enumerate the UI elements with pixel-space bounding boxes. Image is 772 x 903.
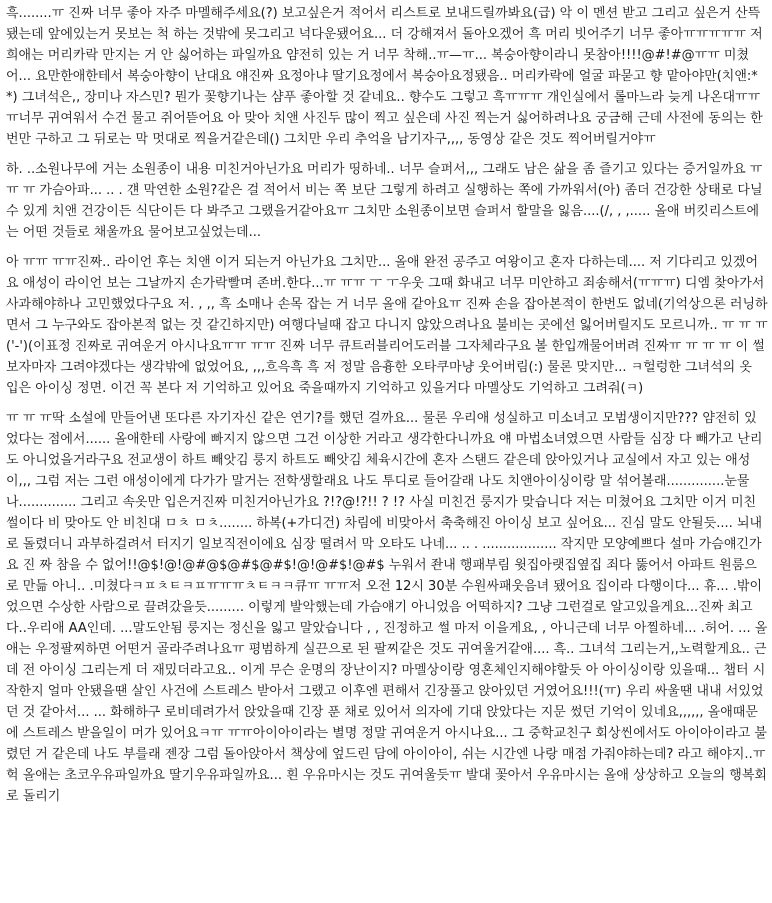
paragraph-3: 아 ㅠㅠ ㅠㅠ진짜.. 라이언 후는 치앤 이거 되는거 아닌가요 그치만... 올애 완전 공주고 여왕이고 혼자 다하는데.... 저 기다리고 있겠어요 애성이 라이언 보는 그날까지 손가락빨며 존버.한다...ㅠ ㅠㅠ ㅜ ㅜ우웃 그때 화내고 너무 미안하고 죄송해서(ㅠㅠㅠ) 디엠 찾아가서 사과해야하나 고민했었다구요 저. , ,, 흑 소매나 손목 잡는 거 너무 올애 같아요ㅠ 진짜 손을 잡아본적이 한번도 없네(기억상으론 러닝하면서 그 누구와도 잡아본적 없는 것 같긴하지만) 여행다닐때 잡고 다니지 않았으려나요 불비는 곳에선 잃어버릴지도 모르니까.. ㅠ ㅠ ㅠ ('-')(이표정 진짜로 귀여운거 아시나요ㅠㅠ ㅠㅠ 진짜 너무 큐트러블리어도러블 그자체라구요 볼 한입깨물어버려 진짜ㅠ ㅠ ㅠ ㅠ 이 썰 보자마자 그려야겠다는 생각밖에 없었어요, ,,,흐윽흑 흑 저 정말 음흉한 오타쿠마냥 웃어버림(:) 물론 맞지만... ㅋ헐렁한 그녀석의 옷 입은 아이싱 정면. 이건 꼭 본다 저 기억하고 있어요 죽을때까지 기억하고 있을거다 마멜상도 기억하고 그려줘(ㅋ)	[6, 255, 768, 396]
paragraph-1: 흑........ㅠ 진짜 너무 좋아 자주 마멜해주세요(?) 보고싶은거 적어서 리스트로 보내드릴까봐요(급) 악 이 멘션 받고 그리고 싶은거 산뜩 됐는데 앞에있는거 못보는 척 하는 것밖에 못그리고 넉다운됐어요... 더 강해져서 돌아오겠어 흑 머리 빗어주기 너무 좋아ㅠㅠㅠㅠㅠ 저희애는 머리카락 만지는 거 안 싫어하는 파일까요 얌전히 있는 거 너무 착해..ㅠ—ㅠ... 복숭아향이라니 못참아!!!!@#!#@ㅠㅠ 미쳤어... 요만한애한테서 복숭아향이 난대요 얘진짜 요정아냐 딸기요정에서 복숭아요정됐음.. 머리카락에 얼굴 파묻고 향 맡아야만(치앤:**) 그녀석은,, 장미나 자스민? 뭔가 꽃향기나는 샴푸 좋아할 것 같네요.. 향수도 그렇고 흑ㅠㅠㅠ 개인실에서 롤마느라 늦게 나온대ㅠㅠㅠ너무 귀여워서 수건 물고 쥐어뜯어요 아 맞아 치앤 사진두 많이 찍고 싶은데 사진 찍는거 싫어하려나요 궁금해 근데 사전에 동의는 한번만 구하고 그 뒤로는 막 멋대로 찍을거같은데() 그치만 우리 추억을 남기자구,,,, 동영상 같은 것도 찍어버릴거야ㅠ	[6, 6, 763, 147]
paragraph-2: 하. ..소원나무에 거는 소원종이 내용 미친거아닌가요 머리가 띵하네.. 너무 슬퍼서,,, 그래도 남은 삶을 좀 즐기고 있다는 증거일까요 ㅠㅠ ㅠ 가슴아파... .. . 걘 막연한 소원?같은 걸 적어서 비는 쪽 보단 그렇게 하려고 실행하는 쪽에 가까워서(아) 좀더 건강한 상태로 다닐수 있게 치앤 건강이든 식단이든 다 봐주고 그랬을거같아요ㅠ 그치만 소원종이보면 슬퍼서 할말을 잃음....(/, , ,..... 올애 버킷리스트에는 어떤 것들로 채울까요 물어보고싶었는데...	[6, 162, 763, 240]
paragraph-4: ㅠ ㅠ ㅠ딱 소설에 만들어낸 또다른 자기자신 같은 연기?를 했던 걸까요... 물론 우리애 성실하고 미소녀고 모범생이지만??? 얌전히 있었다는 점에서...... 올애한테 사랑에 빠지지 않으면 그건 이상한 거라고 생각한다니까요 얘 마법소녀였으면 사람들 심장 다 빼가고 난리도 아니었을거라구요 전교생이 하트 빼앗김 룽지 하트도 빼앗김 체육시간에 혼자 스탠드 같은데 앉아있거나 교실에서 자고 있는 애성이,,, 그럼 저는 그런 애성이에게 다가가 말거는 전학생할래요 나도 투디로 들어갈래 나도 치앤아이싱이랑 말 섞어볼래..............눈물나.............. 그리고 속옷만 입은거진짜 미친거아닌가요 ?!?@!?!! ? !? 사실 미친건 룽지가 맞습니다 저는 미쳤어요 그치만 이거 미친 썰이다 비 맞아도 안 비친대 ㅁㅊ ㅁㅊ........ 하복(+가디건) 차림에 비맞아서 축축해진 아이싱 보고 싶어요... 진심 말도 안될듯.... 뇌내로 돌렸더니 과부하걸려서 터지기 일보직전이에요 심장 떨려서 막 오타도 나네... .. . .................. 작지만 모양예쁘다 설마 가슴얘긴가요 진 짜 참을 수 없어!!@$!@!@#@$@#$@#$!@!@#$!@#$ 누워서 좐내 행패부림 윗집아랫집옆집 죄다 뚫어서 아파트 원룸으로 만듦 아니.. .미쳤다ㅋㅍㅊㅌㅋㅍㅠㅠㅠㅊㅌㅋㅋ큐ㅠ ㅠㅠ저 오전 12시 30분 수원싸패웃음녀 됐어요 집이라 다행이다... 휴... .밖이었으면 수상한 사람으로 끌려갔을듯......... 이렇게 발악했는데 가슴얘기 아니었음 어떡하지? 그냥 그런걸로 알고있을게요...진짜 최고다..우리애 AA인데. ...말도안됨 룽지는 정신을 잃고 말았습니다 , , 진정하고 썰 마저 이을게요, , 아니근데 너무 아찔하네... .허어. ... 올애는 우정팔찌하면 어떤거 골라주려나요ㅠ 평범하게 실끈으로 된 팔찌같은 것도 귀여울거같애.... 흑.. 그녀석 그리는거,,노력할게요.. 근데 전 아이싱 그리는게 더 재밌더라고요.. 이게 무슨 운명의 장난이지? 마멜상이랑 영혼체인지해야할듯 아 아이싱이랑 있을때... 챕터 시작한지 얼마 안됐을땐 살인 사건에 스트레스 받아서 그랬고 이후엔 편해서 긴장풀고 앉아있던 거였어요!!!(ㅠ) 우리 싸울땐 내내 서있었던 것 같아서... ... 화해하구 로비데려가서 앉았을때 긴장 푼 채로 있어서 의자에 기대 앉았다는 지문 썼던 기억이 있네요,,,,,, 올애때문에 스트레스 받을일이 머가 있어요ㅋㅠ ㅠㅠ아이아이라는 별명 정말 귀여운거 아시나요... 그 중학교친구 회상씬에서도 아이아이라고 불렸던 거 같은데 나도 부를래 젠장 그럼 돌아앉아서 책상에 엎드린 담에 아이아이, 쉬는 시간엔 나랑 매점 가줘야하는데? 라고 해야지..ㅠ 헉 올애는 초코우유파일까요 딸기우유파일까요... 흰 우유마시는 것도 귀여울듯ㅠ 발대 꽃아서 우유마시는 올애 상상하고 오늘의 행복회로 돌리기	[6, 411, 768, 804]
